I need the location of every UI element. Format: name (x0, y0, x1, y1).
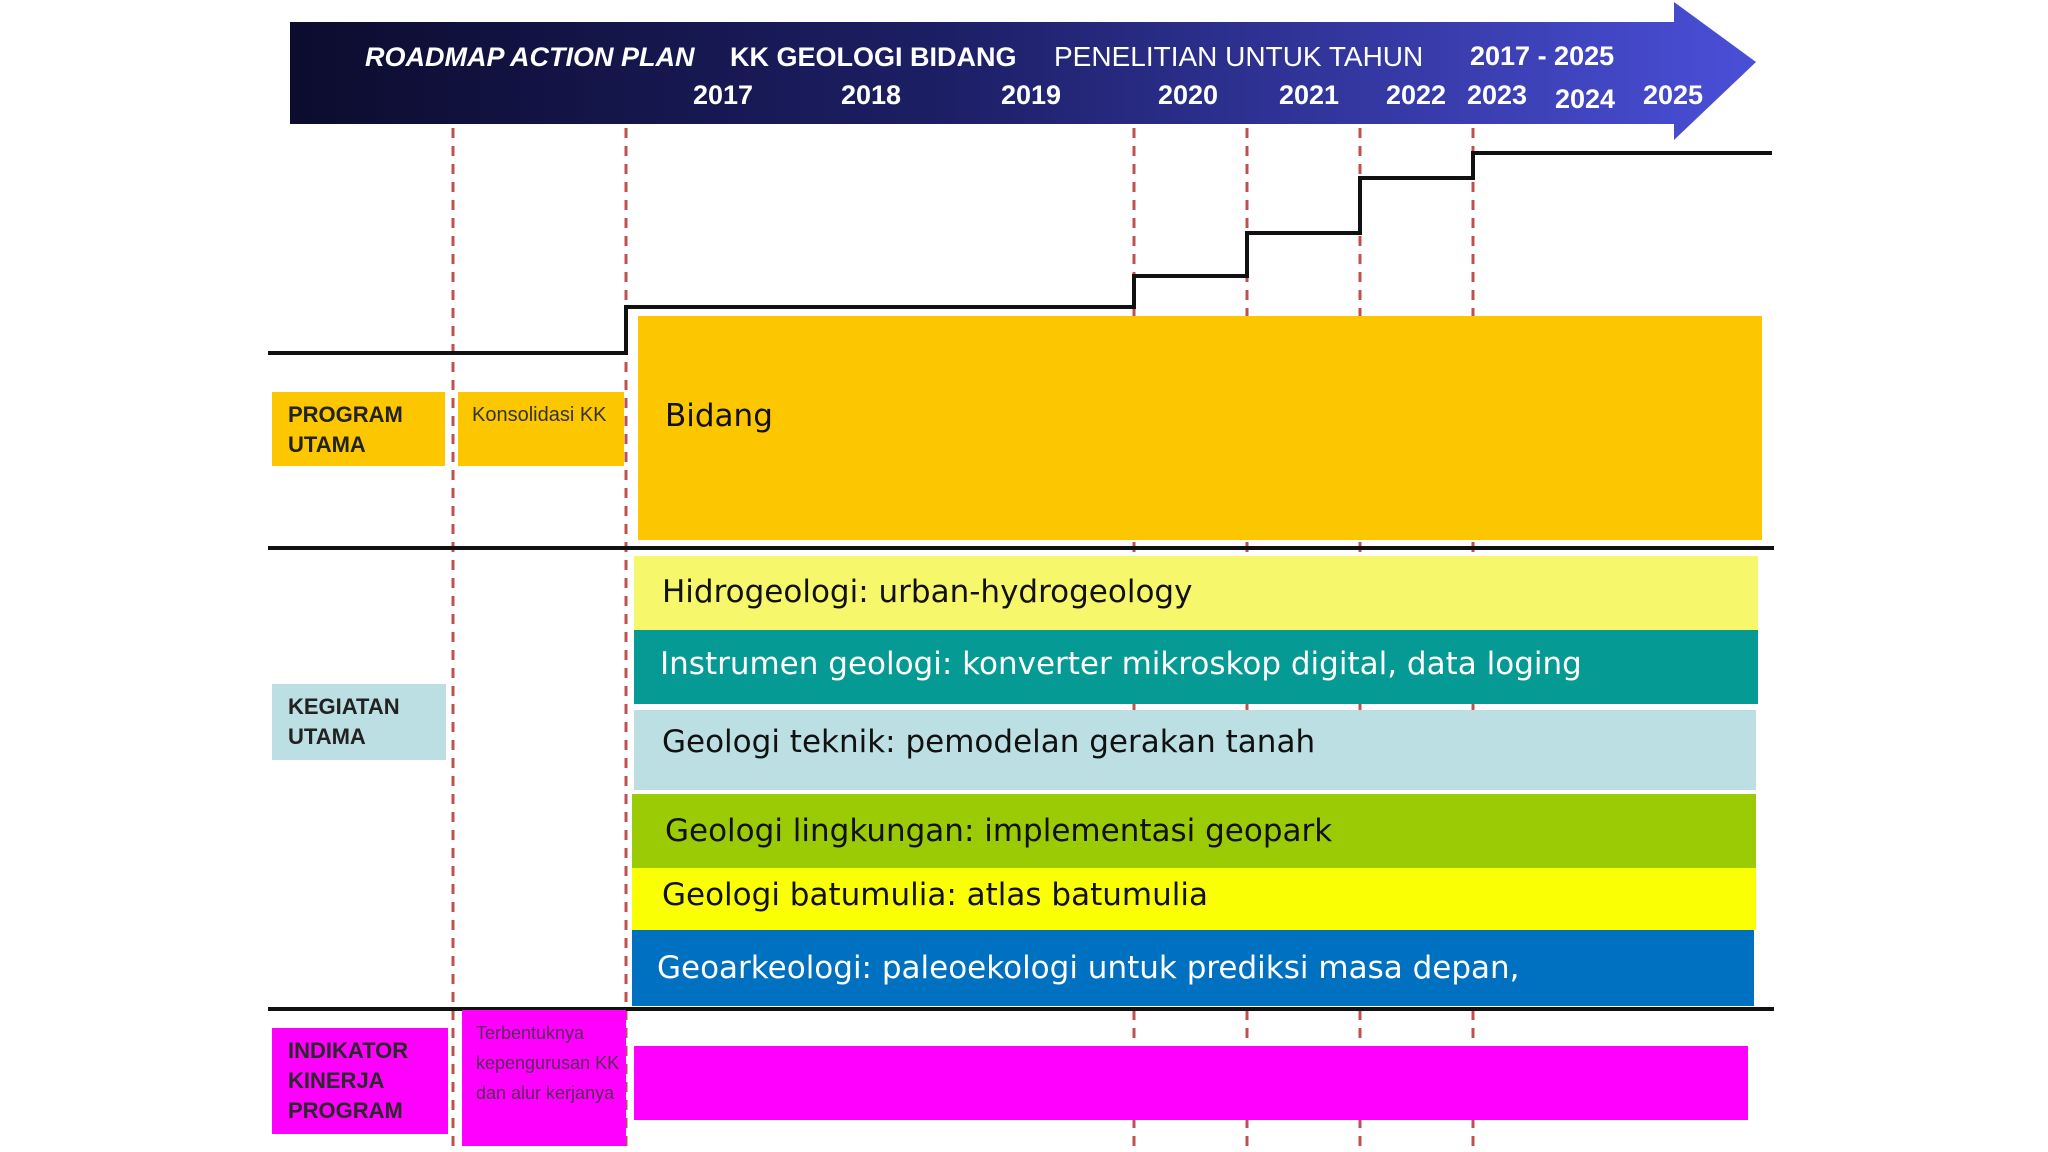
activity-text-instrumen: Instrumen geologi: konverter mikroskop digital, data loging (660, 646, 1582, 682)
indikator-kk-text: Terbentuknya kepengurusan KK dan alur kerjanya (476, 1023, 620, 1103)
year-label-2025: 2025 (1642, 80, 1704, 110)
header-title-bold: KK GEOLOGI BIDANG (730, 42, 1017, 72)
year-label-2018: 2018 (840, 80, 902, 110)
activity-text-batumulia: Geologi batumulia: atlas batumulia (662, 877, 1208, 913)
kegiatan-utama-label: KEGIATAN UTAMA (288, 694, 400, 749)
year-label-2017: 2017 (692, 80, 754, 110)
indikator-bar (634, 1046, 1748, 1120)
bidang-bar (638, 316, 1762, 540)
year-label-2022: 2022 (1385, 80, 1447, 110)
year-label-2021: 2021 (1278, 80, 1340, 110)
year-label-2020: 2020 (1157, 80, 1219, 110)
program-utama-label: PROGRAM UTAMA (288, 402, 403, 457)
activity-text-hidrogeologi: Hidrogeologi: urban-hydrogeology (662, 574, 1193, 610)
header-range: 2017 - 2025 (1470, 41, 1615, 71)
activity-text-teknik: Geologi teknik: pemodelan gerakan tanah (662, 724, 1316, 760)
konsolidasi-kk-label: Konsolidasi KK (472, 404, 607, 426)
year-label-2023: 2023 (1466, 80, 1528, 110)
header-title-italic: ROADMAP ACTION PLAN (365, 42, 695, 72)
header-title-light: PENELITIAN UNTUK TAHUN (1054, 41, 1424, 72)
year-label-2019: 2019 (1000, 80, 1062, 110)
year-label-2024: 2024 (1554, 84, 1616, 114)
activity-text-geoarkeologi: Geoarkeologi: paleoekologi untuk prediksi masa depan, (657, 950, 1520, 986)
indikator-kinerja-label: INDIKATOR KINERJA PROGRAM (288, 1038, 409, 1123)
bidang-label: Bidang (665, 398, 773, 434)
activity-text-lingkungan: Geologi lingkungan: implementasi geopark (665, 813, 1333, 849)
